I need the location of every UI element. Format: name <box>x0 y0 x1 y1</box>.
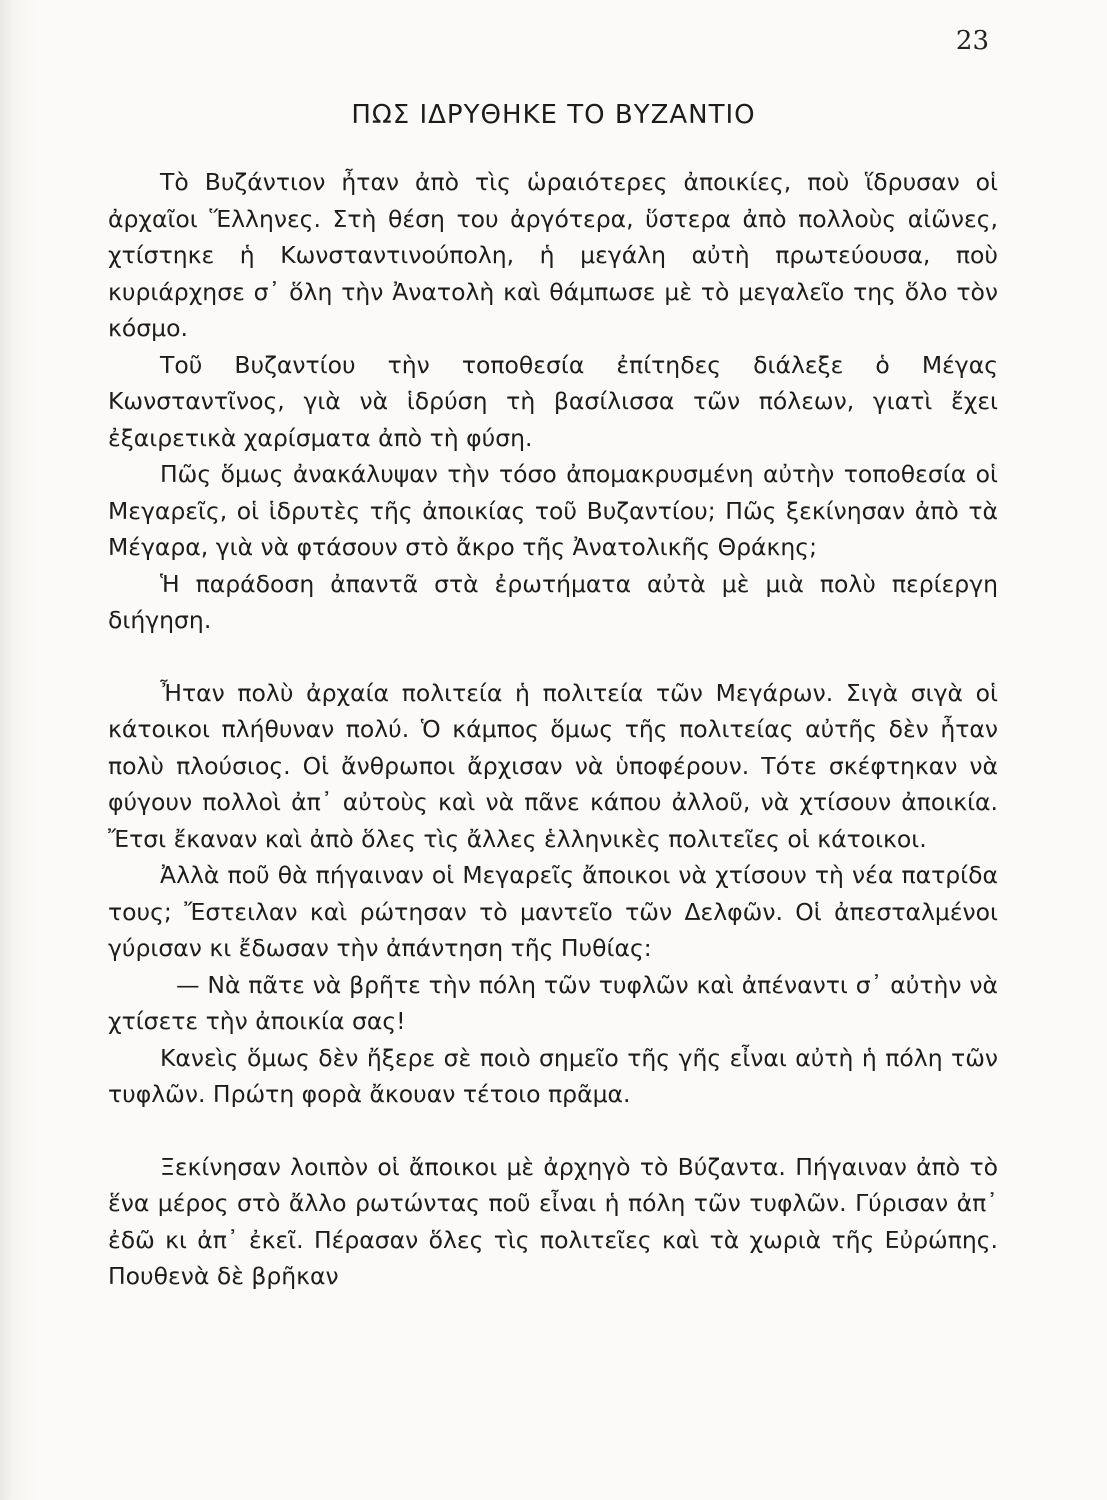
chapter-body <box>108 164 998 1295</box>
chapter-title: ΠΩΣ ΙΔΡΥΘΗΚΕ ΤΟ ΒΥΖΑΝΤΙΟ <box>351 100 756 130</box>
paragraph-oracle: Ἀλλὰ ποῦ θὰ πήγαιναν οἱ Μεγαρεῖς ἄποικοι νὰ χτίσουν τὴ νέα πατρίδα τους; Ἔστειλαν καὶ ρώτησαν τὸ μαντεῖο τῶν Δελφῶν. Οἱ ἀπεσταλμένοι γύρισαν κι ἔδωσαν τὴν ἀπάντηση τῆς Πυθίας: <box>108 861 998 962</box>
page-number: 23 <box>955 26 989 56</box>
paragraph-journey: Ξεκίνησαν λοιπὸν οἱ ἄποικοι μὲ ἀρχηγὸ τὸ Βύζαντα. Πήγαιναν ἀπὸ τὸ ἕνα μέρος στὸ ἄλλο ρωτώντας ποῦ εἶναι ἡ πόλη τῶν τυφλῶν. Γύρισαν ἀπ᾽ ἐδῶ κι ἀπ᾽ ἐκεῖ. Πέρασαν ὅλες τὶς πολιτεῖες καὶ τὰ χωριὰ τῆς Εὐρώπης. Πουθενὰ δὲ βρῆκαν <box>108 1152 998 1290</box>
paragraph-pythia-answer: — Νὰ πᾶτε νὰ βρῆτε τὴν πόλη τῶν τυφλῶν καὶ ἀπέναντι σ᾽ αὐτὴν νὰ χτίσετε τὴν ἀποικία σας! <box>108 970 998 1035</box>
paragraph-city-of-blind: Κανεὶς ὅμως δὲν ἤξερε σὲ ποιὸ σημεῖο τῆς γῆς εἶναι αὐτὴ ἡ πόλη τῶν τυφλῶν. Πρώτη φορὰ ἄκουαν τέτοιο πρᾶμα. <box>108 1043 998 1108</box>
paragraph-constantine: Τοῦ Βυζαντίου τὴν τοποθεσία ἐπίτηδες διάλεξε ὁ Μέγας Κωνσταντῖνος, γιὰ νὰ ἱδρύση τὴ βασίλισσα τῶν πόλεων, γιατὶ ἔχει ἐξαιρετικὰ χαρίσματα ἀπὸ τὴ φύση. <box>108 350 998 452</box>
paragraph-megara: Ἦταν πολὺ ἀρχαία πολιτεία ἡ πολιτεία τῶν Μεγάρων. Σιγὰ σιγὰ οἱ κάτοικοι πλήθυναν πολύ. Ὁ κάμπος ὅμως τῆς πολιτείας αὐτῆς δὲν ἦταν πολὺ πλούσιος. Οἱ ἄνθρωποι ἄρχισαν νὰ ὑποφέρουν. Τότε σκέφτηκαν νὰ φύγουν πολλοὶ ἀπ᾽ αὐτοὺς καὶ νὰ πᾶνε κάπου ἀλλοῦ, νὰ χτίσουν ἀποικία. Ἔτσι ἔκαναν καὶ ἀπὸ ὅλες τὶς ἄλλες ἑλληνικὲς πολιτεῖες οἱ κάτοικοι. <box>108 678 998 853</box>
paragraph-tradition: Ἡ παράδοση ἀπαντᾶ στὰ ἐρωτήματα αὐτὰ μὲ μιὰ πολὺ περίεργη διήγηση. <box>108 569 998 634</box>
paragraph-questions: Πῶς ὅμως ἀνακάλυψαν τὴν τόσο ἀπομακρυσμένη αὐτὴν τοποθεσία οἱ Μεγαρεῖς, οἱ ἱδρυτὲς τῆς ἀποικίας τοῦ Βυζαντίου; Πῶς ξεκίνησαν ἀπὸ τὰ Μέγαρα, γιὰ νὰ φτάσουν στὸ ἄκρο τῆς Ἀνατολικῆς Θράκης; <box>108 460 998 561</box>
paragraph-byzantium-intro: Τὸ Βυζάντιον ἦταν ἀπὸ τὶς ὡραιότερες ἀποικίες, ποὺ ἵδρυσαν οἱ ἀρχαῖοι Ἕλληνες. Στὴ θέση του ἀργότερα, ὕστερα ἀπὸ πολλοὺς αἰῶνες, χτίστηκε ἡ Κωνσταντινούπολη, ἡ μεγάλη αὐτὴ πρωτεύουσα, ποὺ κυριάρχησε σ᾽ ὅλη τὴν Ἀνατολὴ καὶ θάμπωσε μὲ τὸ μεγαλεῖο της ὅλο τὸν κόσμο. <box>108 168 998 342</box>
